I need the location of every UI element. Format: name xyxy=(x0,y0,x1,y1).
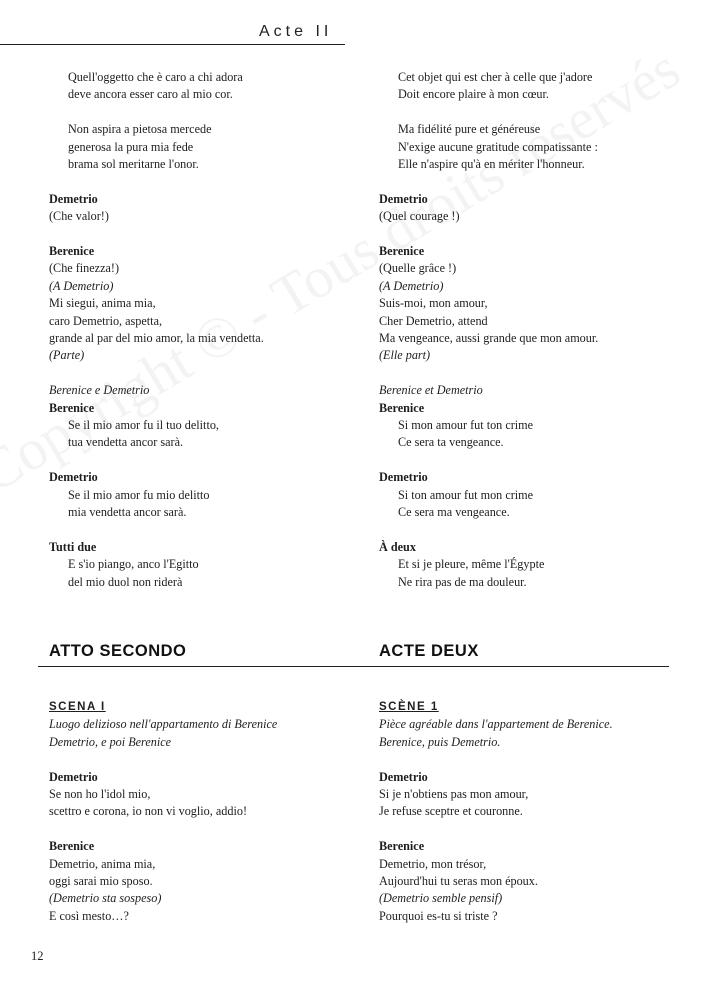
stanza-gap xyxy=(49,173,349,190)
verse-line: Non aspira a pietosa mercede xyxy=(68,122,212,137)
verse-line: del mio duol non riderà xyxy=(68,574,183,589)
verse-line: Se il mio amor fu mio delitto xyxy=(68,487,210,502)
stage-direction: (Demetrio sta sospeso) xyxy=(49,891,162,906)
stage-direction: Pièce agréable dans l'appartement de Berenice. xyxy=(379,717,613,732)
verse-line: generosa la pura mia fede xyxy=(68,139,194,154)
stanza-gap xyxy=(379,751,679,768)
character-name: Berenice xyxy=(379,244,425,259)
stanza-gap xyxy=(49,226,349,243)
character-name: Berenice xyxy=(379,839,425,854)
scene-heading: SCENA I xyxy=(49,701,106,713)
verse-line: deve ancora esser caro al mio cor. xyxy=(68,87,233,102)
stage-direction: Berenice, puis Demetrio. xyxy=(379,734,501,749)
verse-line: (Quel courage !) xyxy=(379,209,460,224)
act-heading-rule xyxy=(38,666,669,667)
verse-line: Aujourd'hui tu seras mon époux. xyxy=(379,874,538,889)
stanza-gap xyxy=(49,104,349,121)
verse-line: Pourquoi es-tu si triste ? xyxy=(379,908,498,923)
verse-line: Si ton amour fut mon crime xyxy=(398,487,534,502)
verse-line: (Che finezza!) xyxy=(49,261,120,276)
libretto-italian-top xyxy=(49,69,349,591)
verse-line: Ce sera ta vengeance. xyxy=(398,435,504,450)
verse-line: Demetrio, anima mia, xyxy=(49,856,156,871)
verse-line: (Quelle grâce !) xyxy=(379,261,457,276)
character-name: Demetrio xyxy=(49,470,98,485)
stage-direction: (A Demetrio) xyxy=(379,278,444,293)
verse-line: Se non ho l'idol mio, xyxy=(49,787,151,802)
character-name: Demetrio xyxy=(379,470,428,485)
character-name: Berenice xyxy=(49,244,95,259)
stanza-gap xyxy=(49,521,349,538)
verse-line: Demetrio, mon trésor, xyxy=(379,856,487,871)
verse-line: oggi sarai mio sposo. xyxy=(49,874,153,889)
stanza-gap xyxy=(379,452,679,469)
verse-line: Doit encore plaire à mon cœur. xyxy=(398,87,549,102)
verse-line: Quell'oggetto che è caro a chi adora xyxy=(68,70,243,84)
stage-direction: Berenice e Demetrio xyxy=(49,383,150,398)
stage-direction: (Demetrio semble pensif) xyxy=(379,891,503,906)
verse-line: caro Demetrio, aspetta, xyxy=(49,313,163,328)
act-heading-italian: ATTO SECONDO xyxy=(49,642,187,660)
character-name: À deux xyxy=(379,539,416,554)
verse-line: Cher Demetrio, attend xyxy=(379,313,488,328)
verse-line: E s'io piango, anco l'Egitto xyxy=(68,557,199,572)
verse-line: grande al par del mio amor, la mia vendetta. xyxy=(49,331,264,346)
verse-line: Ne rira pas de ma douleur. xyxy=(398,574,527,589)
verse-line: Cet objet qui est cher à celle que j'adore xyxy=(398,70,593,84)
verse-line: E così mesto…? xyxy=(49,908,129,923)
verse-line: tua vendetta ancor sarà. xyxy=(68,435,184,450)
verse-line: Ce sera ma vengeance. xyxy=(398,505,510,520)
stage-direction: (Elle part) xyxy=(379,348,431,363)
verse-line: Suis-moi, mon amour, xyxy=(379,296,488,311)
verse-line: Je refuse sceptre et couronne. xyxy=(379,804,523,819)
character-name: Berenice xyxy=(379,400,425,415)
character-name: Berenice xyxy=(49,839,95,854)
verse-line: Elle n'aspire qu'à en mériter l'honneur. xyxy=(398,157,585,172)
stanza-gap xyxy=(49,452,349,469)
stage-direction: (A Demetrio) xyxy=(49,278,114,293)
running-header: Acte II xyxy=(259,23,333,40)
stanza-gap xyxy=(379,821,679,838)
verse-line: brama sol meritarne l'onor. xyxy=(68,157,199,172)
verse-line: Si je n'obtiens pas mon amour, xyxy=(379,787,529,802)
stage-direction: (Parte) xyxy=(49,348,85,363)
stage-direction: Berenice et Demetrio xyxy=(379,383,483,398)
character-name: Demetrio xyxy=(49,769,98,784)
libretto-french-bottom xyxy=(379,699,679,925)
verse-line: Se il mio amor fu il tuo delitto, xyxy=(68,418,219,433)
verse-line: (Che valor!) xyxy=(49,209,109,224)
act-heading-french: ACTE DEUX xyxy=(379,642,479,660)
verse-line: Et si je pleure, même l'Égypte xyxy=(398,557,545,572)
verse-line: Ma vengeance, aussi grande que mon amour. xyxy=(379,331,599,346)
stanza-gap xyxy=(49,751,349,768)
verse-line: mia vendetta ancor sarà. xyxy=(68,505,187,520)
libretto-french-top xyxy=(379,69,679,591)
verse-line: N'exige aucune gratitude compatissante : xyxy=(398,139,598,154)
stanza-gap xyxy=(379,104,679,121)
stanza-gap xyxy=(379,521,679,538)
verse-line: Ma fidélité pure et généreuse xyxy=(398,122,541,137)
stanza-gap xyxy=(379,173,679,190)
header-rule xyxy=(0,44,345,45)
stage-direction: Luogo delizioso nell'appartamento di Berenice xyxy=(49,717,278,732)
stanza-gap xyxy=(49,821,349,838)
verse-line: scettro e corona, io non vi voglio, addio! xyxy=(49,804,247,819)
verse-line: Mi siegui, anima mia, xyxy=(49,296,156,311)
page-number: 12 xyxy=(31,949,44,963)
stanza-gap xyxy=(379,365,679,382)
verse-line: Si mon amour fut ton crime xyxy=(398,418,534,433)
libretto-italian-bottom xyxy=(49,699,349,925)
scene-heading: SCÈNE 1 xyxy=(379,701,439,713)
character-name: Tutti due xyxy=(49,539,97,554)
stanza-gap xyxy=(379,226,679,243)
character-name: Demetrio xyxy=(49,191,98,206)
character-name: Demetrio xyxy=(379,769,428,784)
character-name: Demetrio xyxy=(379,191,428,206)
character-name: Berenice xyxy=(49,400,95,415)
stage-direction: Demetrio, e poi Berenice xyxy=(49,734,172,749)
stanza-gap xyxy=(49,365,349,382)
